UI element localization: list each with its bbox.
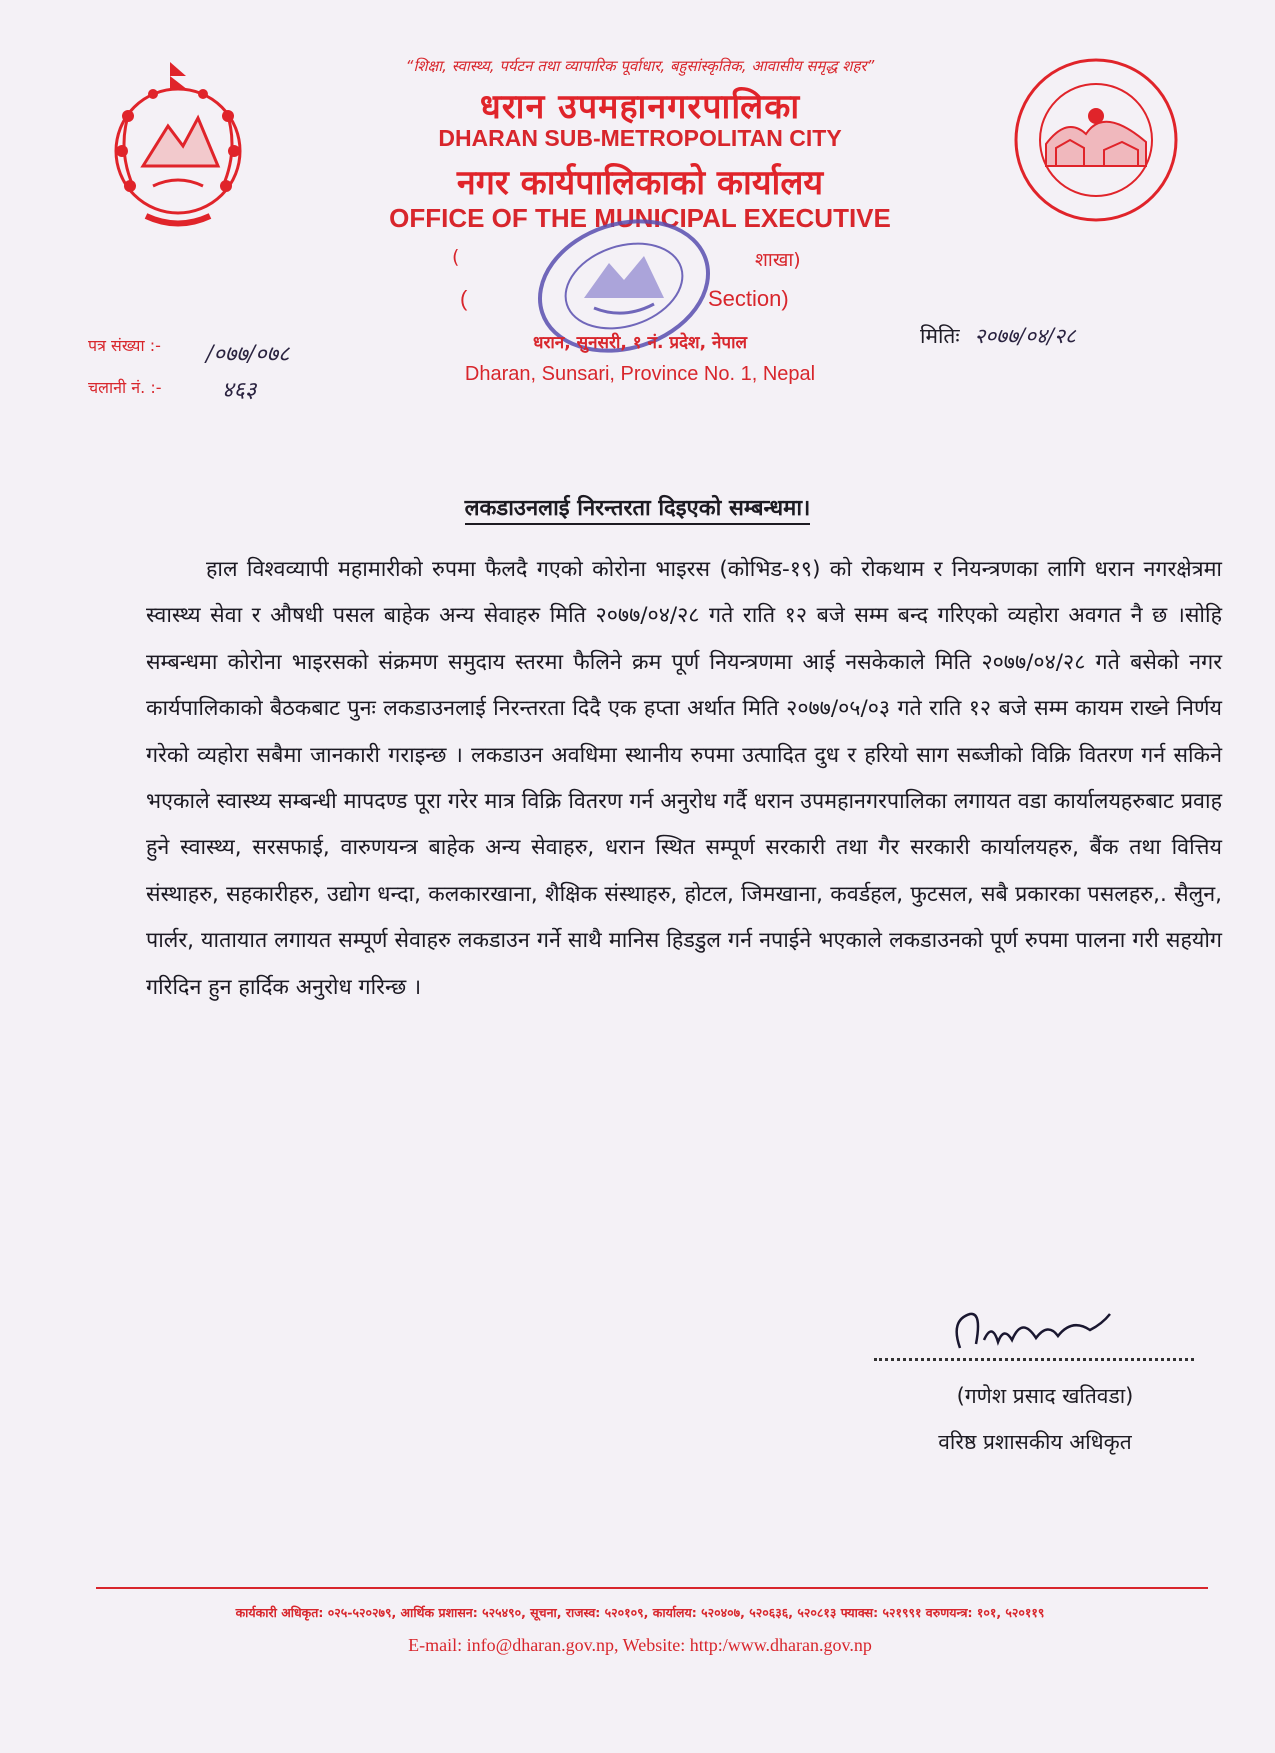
- address-nepali: धरान, सुनसरी, १ नं. प्रदेश, नेपाल: [533, 333, 747, 353]
- office-title-english: OFFICE OF THE MUNICIPAL EXECUTIVE: [389, 203, 891, 233]
- dharan-seal-icon: [1012, 56, 1180, 224]
- footer-divider: [96, 1587, 1208, 1589]
- office-title-nepali: नगर कार्यपालिकाको कार्यालय: [456, 163, 824, 203]
- letter-body: हाल विश्वव्यापी महामारीको रुपमा फैलदै गएको कोरोना भाइरस (कोभिड-१९) को रोकथाम र नियन्त्रणका लागि धरान नगरक्षेत्रमा स्वास्थ्य सेवा र औषधी पसल बाहेक अन्य सेवाहरु मिति २०७७/०४/२८ गते राति १२ बजे सम्म बन्द गरिएको व्यहोरा अवगत नै छ ।सोहि सम्बन्धमा कोरोना भाइरसको संक्रमण समुदाय स्तरमा फैलिने क्रम पूर्ण नियन्त्रणमा आई नसकेकाले मिति २०७७/०४/२८ गते बसेको नगर कार्यपालिकाको बैठकबाट पुनः लकडाउनलाई निरन्तरता दिदै एक हप्ता अर्थात मिति २०७७/०५/०३ गते राति १२ बजे सम्म कायम राख्ने निर्णय गरेको व्यहोरा सबैमा जानकारी गराइन्छ । लकडाउन अवधिमा स्थानीय रुपमा उत्पादित दुध र हरियो साग सब्जीको विक्रि वितरण गर्न सकिने भएकाले स्वास्थ्य सम्बन्धी मापदण्ड पूरा गरेर मात्र विक्रि वितरण गर्न अनुरोध गर्दै धरान उपमहानगरपालिका लगायत वडा कार्यालयहरुबाट प्रवाह हुने स्वास्थ्य, सरसफाई, वारुणयन्त्र बाहेक अन्य सेवाहरु, धरान स्थित सम्पूर्ण सरकारी तथा गैर सरकारी कार्यालयहरु, बैंक तथा वित्तिय संस्थाहरु, सहकारीहरु, उद्योग धन्दा, कलकारखाना, शैक्षिक संस्थाहरु, होटल, जिमखाना, कवर्डहल, फुटसल, सबै प्रकारका पसलहरु,. सैलुन, पार्लर, यातायात लगायत सम्पूर्ण सेवाहरु लकडाउन गर्ने साथै मानिस हिडडुल गर्न नपाईने भएकाले लकडाउनको पूर्ण रुपमा पालना गरी सहयोग गरिदिन हुन हार्दिक अनुरोध गरिन्छ ।: [146, 557, 1222, 1000]
- municipality-title-english: DHARAN SUB-METROPOLITAN CITY: [438, 125, 842, 151]
- section-open-bracket-en: (: [460, 286, 468, 311]
- date-label: मितिः: [920, 324, 960, 348]
- address-english: Dharan, Sunsari, Province No. 1, Nepal: [464, 363, 816, 385]
- dispatch-number-label: चलानी नं. :-: [88, 378, 162, 397]
- dharan-seal: [1012, 56, 1180, 224]
- section-word-en: Section): [708, 286, 789, 311]
- footer-email-website: E-mail: info@dharan.gov.np, Website: http:/www.dharan.gov.np: [408, 1635, 872, 1655]
- footer-contacts: कार्यकारी अधिकृत: ०२५-५२०२७९, आर्थिक प्रशासन: ५२५४९०, सूचना, राजस्व: ५२०१०९, कार्यालय: ५२०४०७, ५२०६३६, ५२०८१३ फ्याक्स: ५२१९९१ वरुणयन्त्र: १०१, ५२०११९: [235, 1605, 1045, 1620]
- section-open-bracket-np: (: [452, 246, 460, 268]
- municipality-title-nepali: धरान उपमहानगरपालिका: [479, 87, 801, 127]
- reference-number-label: पत्र संख्या :-: [88, 336, 161, 355]
- date-value: २०७७/०४/२८: [974, 324, 1076, 348]
- municipality-motto: “शिक्षा, स्वास्थ्य, पर्यटन तथा व्यापारिक पूर्वाधार, बहुसांस्कृतिक, आवासीय समृद्ध शहर”: [405, 57, 875, 75]
- nepal-emblem-icon: [98, 56, 258, 236]
- signature-line: [874, 1338, 1194, 1361]
- letter-date: [920, 322, 1076, 350]
- subject-text: लकडाउनलाई निरन्तरता दिइएको सम्बन्धमा।: [465, 496, 811, 525]
- reference-number-value: /०७७/०७८: [206, 342, 290, 367]
- subject-line: [0, 492, 1275, 522]
- signatory-name: (गणेश प्रसाद खतिवडा): [956, 1384, 1134, 1408]
- signatory-title: वरिष्ठ प्रशासकीय अधिकृत: [938, 1430, 1132, 1454]
- section-word-np: शाखा): [755, 249, 801, 271]
- dispatch-number-value: ४६३: [222, 378, 257, 403]
